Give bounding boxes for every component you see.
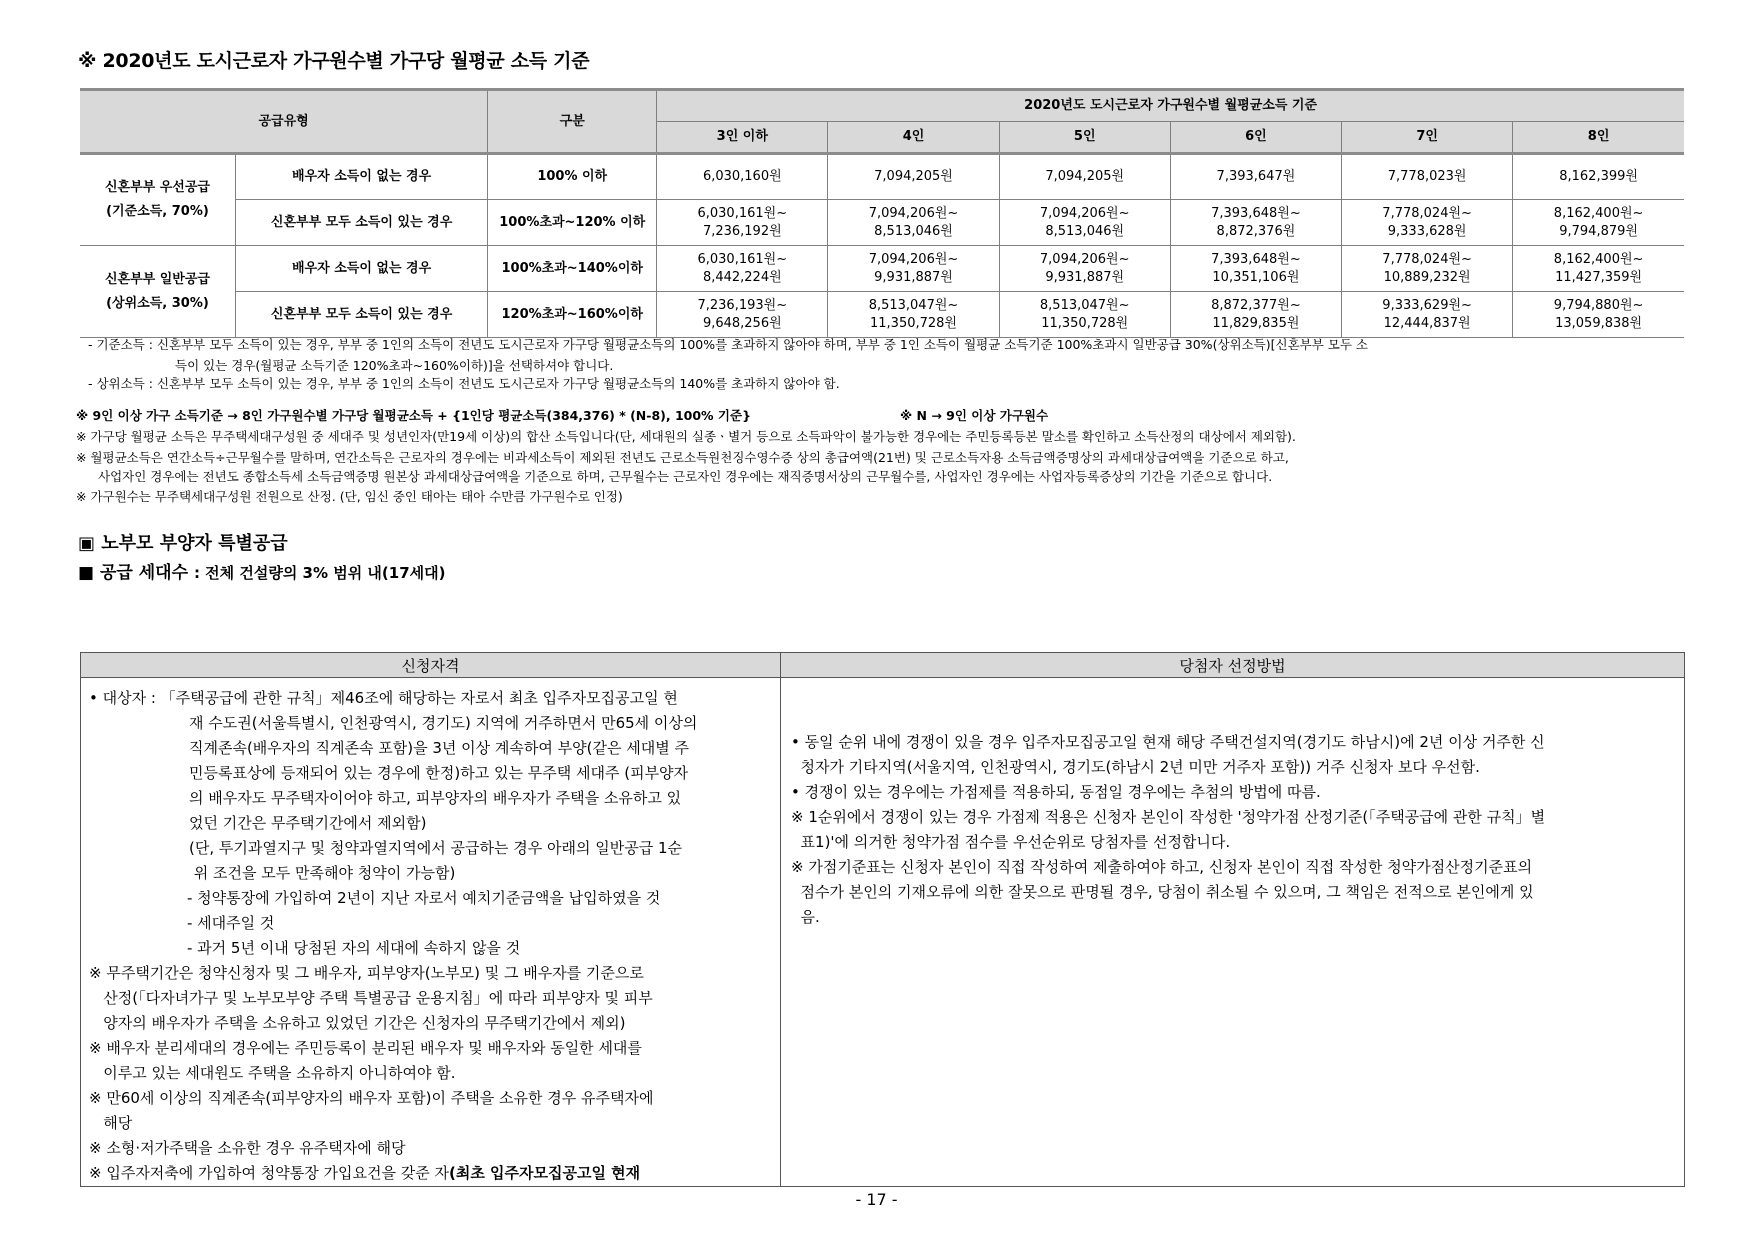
supply-type-label: (기준소득, 70%)	[106, 204, 209, 219]
eligibility-line-text: ※ 소형·저가주택을 소유한 경우 유주택자에 해당	[89, 1139, 406, 1157]
income-value: 9,333,629원~	[1382, 297, 1472, 313]
income-value-cell	[1513, 246, 1684, 292]
income-value: 7,094,205원	[1045, 169, 1125, 184]
eligibility-line	[89, 1111, 770, 1136]
column-header: 7인	[1342, 122, 1513, 154]
income-value: 6,030,161원~	[697, 205, 788, 221]
selection-content	[781, 678, 1685, 1187]
column-header: 3인 이하	[657, 122, 828, 154]
eligibility-line	[89, 1061, 770, 1086]
income-value-cell	[828, 246, 999, 292]
header-division: 구분	[488, 90, 657, 154]
eligibility-line	[89, 1036, 770, 1061]
range-cell: 120%초과~160%이하	[488, 292, 657, 338]
income-value-cell	[828, 154, 999, 200]
eligibility-line	[89, 986, 770, 1011]
page-number: - 17 -	[855, 1190, 898, 1209]
supply-count-label: ■ 공급 세대수	[78, 563, 189, 583]
table-note-base: - 기준소득 : 신혼부부 모두 소득이 있는 경우, 부부 중 1인의 소득이 전년도 도시근로자 가구당 월평균소득의 100%를 초과하지 않아야 하며, 부부 중 1인 소득이 월평균 소득기준 100%초과시 일반공급 30%(상위소득)[신혼부부 모두 소	[88, 337, 1368, 352]
eligibility-line	[89, 861, 770, 886]
income-value: 7,094,206원~	[868, 251, 959, 267]
header-income-group: 2020년도 도시근로자 가구원수별 월평균소득 기준	[657, 90, 1684, 122]
eligibility-line-text: 이루고 있는 세대원도 주택을 소유하지 아니하여야 함.	[89, 1064, 456, 1082]
income-value-cell	[999, 246, 1170, 292]
income-value: 11,427,359원	[1555, 269, 1643, 285]
eligibility-line-text: 산정(「다자녀가구 및 노부모부양 주택 특별공급 운용지침」에 따라 피부양자 및 피부	[89, 989, 653, 1007]
eligibility-line	[89, 736, 770, 761]
income-value: 7,094,206원~	[1039, 251, 1130, 267]
eligibility-line	[89, 961, 770, 986]
income-value: 11,829,835원	[1212, 315, 1300, 331]
income-value-cell	[657, 200, 828, 246]
income-value: 7,236,192원	[702, 223, 782, 239]
eligibility-line-text: - 세대주일 것	[187, 914, 275, 932]
income-value: 8,513,046원	[1045, 223, 1125, 239]
income-value: 11,350,728원	[870, 315, 957, 331]
case-cell: 신혼부부 모두 소득이 있는 경우	[235, 200, 487, 246]
income-value-cell	[1342, 292, 1513, 338]
section-title: ▣ 노부모 부양자 특별공급	[78, 533, 288, 554]
income-value-cell	[1342, 246, 1513, 292]
note-monthly-income: ※ 월평균소득은 연간소득÷근무월수를 말하며, 연간소득은 근로자의 경우에는 비과세소득이 제외된 전년도 근로소득원천징수영수증 상의 총급여액(21번) 및 근로소득자용 소득금액증명상의 과세대상급여액을 기준으로 하고,	[76, 450, 1289, 465]
income-value: 13,059,838원	[1555, 315, 1643, 331]
case-cell: 배우자 소득이 없는 경우	[235, 246, 487, 292]
income-value: 8,872,377원~	[1211, 297, 1301, 313]
eligibility-line-text: ※ 배우자 분리세대의 경우에는 주민등록이 분리된 배우자 및 배우자와 동일한 세대를	[89, 1039, 642, 1057]
income-value-cell	[999, 292, 1170, 338]
table-row	[80, 246, 1684, 292]
eligibility-line	[89, 911, 770, 936]
income-value: 11,350,728원	[1041, 315, 1129, 331]
income-value: 9,794,879원	[1559, 223, 1638, 239]
case-cell: 배우자 소득이 없는 경우	[235, 154, 487, 200]
selection-line: 표1)'에 의거한 청약가점 점수를 우선순위로 당첨자를 선정합니다.	[791, 833, 1231, 851]
income-value: 9,931,887원	[874, 269, 953, 285]
table-note-upper: - 상위소득 : 신혼부부 모두 소득이 있는 경우, 부부 중 1인의 소득이 전년도 도시근로자 가구당 월평균소득의 140%를 초과하지 않아야 함.	[88, 376, 840, 391]
eligibility-content	[81, 678, 781, 1187]
eligibility-line-text: 었던 기간은 무주택기간에서 제외함)	[189, 814, 427, 832]
income-value: 9,648,256원	[702, 315, 782, 331]
income-value: 7,778,024원~	[1382, 251, 1472, 267]
income-value-cell	[828, 292, 999, 338]
income-standard-table	[80, 88, 1684, 338]
income-value: 7,094,205원	[874, 169, 953, 184]
supply-type-cell	[80, 246, 235, 338]
supply-type-label: 신혼부부 우선공급	[104, 180, 210, 195]
column-header: 6인	[1170, 122, 1341, 154]
eligibility-line-text: 의 배우자도 무주택자이어야 하고, 피부양자의 배우자가 주택을 소유하고 있	[189, 789, 682, 807]
selection-line: ※ 1순위에서 경쟁이 있는 경우 가점제 적용은 신청자 본인이 작성한 '청약가점 산정기준(「주택공급에 관한 규칙」별	[791, 808, 1546, 826]
eligibility-line-text: ※ 무주택기간은 청약신청자 및 그 배우자, 피부양자(노부모) 및 그 배우자를 기준으로	[89, 964, 644, 982]
income-value-cell	[999, 200, 1170, 246]
range-cell: 100%초과~140%이하	[488, 246, 657, 292]
supply-count-detail: : 전체 건설량의 3% 범위 내(17세대)	[193, 564, 446, 582]
supply-type-label: (상위소득, 30%)	[106, 295, 209, 311]
eligibility-line	[89, 786, 770, 811]
eligibility-line	[89, 1136, 770, 1161]
income-value: 8,513,047원~	[1039, 297, 1130, 313]
note-nine-plus: ※ 9인 이상 가구 소득기준 → 8인 가구원수별 가구당 월평균소득 + {1인당 평균소득(384,376) * (N-8), 100% 기준}	[76, 408, 751, 423]
income-value: 8,442,224원	[702, 269, 782, 285]
selection-line: 점수가 본인의 기재오류에 의한 잘못으로 판명될 경우, 당첨이 취소될 수 있으며, 그 책임은 전적으로 본인에게 있	[791, 883, 1534, 901]
note-n-definition: ※ N → 9인 이상 가구원수	[900, 408, 1049, 423]
column-header: 4인	[828, 122, 999, 154]
income-value: 6,030,161원~	[697, 251, 788, 267]
income-value-cell	[1170, 200, 1341, 246]
income-value-cell	[657, 246, 828, 292]
income-value: 9,333,628원	[1387, 223, 1467, 239]
income-value: 8,513,047원~	[868, 297, 959, 313]
range-cell: 100% 이하	[488, 154, 657, 200]
income-value-cell	[657, 154, 828, 200]
income-value-cell	[1170, 154, 1341, 200]
income-value: 8,162,399원	[1559, 169, 1638, 184]
eligibility-line-text: 민등록표상에 등재되어 있는 경우에 한정)하고 있는 무주택 세대주 (피부양자	[189, 764, 689, 782]
income-value: 8,872,376원	[1216, 223, 1296, 239]
eligibility-line	[89, 1086, 770, 1111]
eligibility-line-text: 양자의 배우자가 주택을 소유하고 있었던 기간은 신청자의 무주택기간에서 제외)	[89, 1014, 626, 1032]
note-household-count: ※ 가구원수는 무주택세대구성원 전원으로 산정. (단, 임신 중인 태아는 태아 수만큼 가구원수로 인정)	[76, 489, 623, 504]
range-cell: 100%초과~120% 이하	[488, 200, 657, 246]
table-row	[80, 292, 1684, 338]
eligibility-line	[89, 1011, 770, 1036]
selection-line: • 경쟁이 있는 경우에는 가점제를 적용하되, 동점일 경우에는 추첨의 방법에 따름.	[791, 783, 1321, 801]
table-row	[80, 200, 1684, 246]
eligibility-line-text: (단, 투기과열지구 및 청약과열지역에서 공급하는 경우 아래의 일반공급 1순	[189, 839, 683, 857]
eligibility-line	[89, 711, 770, 736]
income-value: 8,513,046원	[874, 223, 953, 239]
income-value: 7,094,206원~	[1039, 205, 1130, 221]
eligibility-line-text: 해당	[89, 1114, 133, 1132]
income-value-cell	[1170, 246, 1341, 292]
eligibility-table	[80, 652, 1685, 1187]
income-value: 12,444,837원	[1383, 315, 1471, 331]
income-value-cell	[657, 292, 828, 338]
income-value: 10,351,106원	[1212, 269, 1300, 285]
note-household-income: ※ 가구당 월평균 소득은 무주택세대구성원 중 세대주 및 성년인자(만19세 이상)의 합산 소득입니다(단, 세대원의 실종ㆍ별거 등으로 소득파악이 불가능한 경우에는 주민등록등본 말소를 확인하고 소득산정의 대상에서 제외함).	[76, 429, 1296, 444]
eligibility-line-text: - 과거 5년 이내 당첨된 자의 세대에 속하지 않을 것	[187, 939, 521, 957]
header-selection-method: 당첨자 선정방법	[781, 653, 1685, 678]
eligibility-line	[89, 761, 770, 786]
table-note-base-cont: 득이 있는 경우(월평균 소득기준 120%초과~160%이하)]을 선택하셔야 합니다.	[175, 358, 614, 373]
income-value: 9,794,880원~	[1553, 297, 1644, 313]
eligibility-line-text: ※ 만60세 이상의 직계존속(피부양자의 배우자 포함)이 주택을 소유한 경우 유주택자에	[89, 1089, 654, 1107]
supply-type-label: 신혼부부 일반공급	[104, 271, 210, 287]
income-value: 6,030,160원	[702, 169, 782, 184]
eligibility-line-text: ※ 입주자저축에 가입하여 청약통장 가입요건을 갖준 자	[89, 1164, 449, 1182]
eligibility-line	[89, 686, 770, 711]
eligibility-line	[89, 886, 770, 911]
selection-line: • 동일 순위 내에 경쟁이 있을 경우 입주자모집공고일 현재 해당 주택건설지역(경기도 하남시)에 2년 이상 거주한 신	[791, 733, 1545, 751]
note-monthly-income-cont: 사업자인 경우에는 전년도 종합소득세 소득금액증명 원본상 과세대상급여액을 기준으로 하며, 근무월수는 근로자인 경우에는 재직증명서상의 근무월수를, 사업자인 경우에는 사업자등록증상의 기간을 기준으로 합니다.	[98, 469, 1273, 484]
eligibility-line-text: • 대상자 : 「주택공급에 관한 규칙」제46조에 해당하는 자로서 최초 입주자모집공고일 현	[89, 689, 678, 707]
income-value-cell	[1513, 154, 1684, 200]
eligibility-line	[89, 811, 770, 836]
income-value-cell	[1513, 292, 1684, 338]
income-value-cell	[1342, 154, 1513, 200]
selection-line: ※ 가점기준표는 신청자 본인이 직접 작성하여 제출하여야 하고, 신청자 본인이 직접 작성한 청약가점산정기준표의	[791, 858, 1533, 876]
income-value: 10,889,232원	[1383, 269, 1471, 285]
supply-count	[78, 558, 446, 583]
income-value: 9,931,887원	[1045, 269, 1125, 285]
header-supply-type: 공급유형	[80, 90, 488, 154]
column-header: 5인	[999, 122, 1170, 154]
eligibility-line	[89, 936, 770, 961]
income-value: 7,778,024원~	[1382, 205, 1472, 221]
income-value: 8,162,400원~	[1553, 251, 1644, 267]
selection-line: 청자가 기타지역(서울지역, 인천광역시, 경기도(하남시 2년 미만 거주자 포함)) 거주 신청자 보다 우선함.	[791, 758, 1480, 776]
case-cell: 신혼부부 모두 소득이 있는 경우	[235, 292, 487, 338]
income-value: 7,236,193원~	[697, 297, 788, 313]
column-header: 8인	[1513, 122, 1684, 154]
income-value-cell	[999, 154, 1170, 200]
eligibility-line-text: 위 조건을 모두 만족해야 청약이 가능함)	[189, 864, 456, 882]
income-value: 7,778,023원	[1387, 169, 1467, 184]
income-value-cell	[1513, 200, 1684, 246]
income-value: 7,393,648원~	[1211, 205, 1301, 221]
table-row	[80, 154, 1684, 200]
income-value-cell	[1342, 200, 1513, 246]
selection-line: 음.	[791, 908, 820, 926]
income-value-cell	[1170, 292, 1341, 338]
income-value-cell	[828, 200, 999, 246]
header-eligibility: 신청자격	[81, 653, 781, 678]
eligibility-line-text: 재 수도권(서울특별시, 인천광역시, 경기도) 지역에 거주하면서 만65세 이상의	[189, 714, 698, 732]
eligibility-line	[89, 836, 770, 861]
income-value: 7,393,648원~	[1211, 251, 1301, 267]
income-value: 7,094,206원~	[868, 205, 959, 221]
income-value: 7,393,647원	[1216, 169, 1296, 184]
eligibility-line-text: 직계존속(배우자의 직계존속 포함)을 3년 이상 계속하여 부양(같은 세대별 주	[189, 739, 689, 757]
eligibility-line-text: - 청약통장에 가입하여 2년이 지난 자로서 예치기준금액을 납입하였을 것	[187, 889, 661, 907]
income-value: 8,162,400원~	[1553, 205, 1644, 221]
eligibility-line	[89, 1161, 770, 1186]
supply-type-cell	[80, 154, 235, 246]
eligibility-line-bold: (최초 입주자모집공고일 현재	[448, 1164, 641, 1182]
page-heading-income: ※ 2020년도 도시근로자 가구원수별 가구당 월평균 소득 기준	[78, 50, 590, 72]
